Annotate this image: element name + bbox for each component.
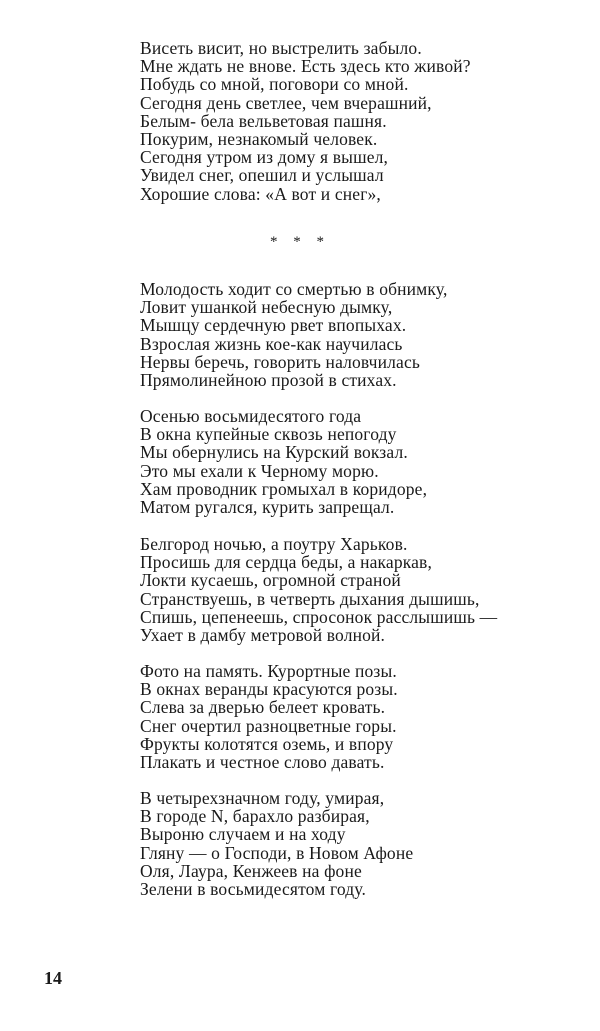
- poem-line: Хам проводник громыхал в коридоре,: [140, 478, 428, 499]
- poem-line: Покурим, незнакомый человек.: [140, 128, 378, 149]
- poem-line: Молодость ходит со смертью в обнимку,: [140, 279, 448, 299]
- poem-line: Прямолинейною прозой в стихах.: [140, 369, 397, 390]
- poem-line: Плакать и честное слово давать.: [140, 751, 385, 772]
- poem-stanza-2: [140, 407, 570, 516]
- poem-line: В четырехзначном году, умирая,: [140, 788, 385, 808]
- poem-stanza-4: [140, 662, 570, 771]
- poem-line: Ухает в дамбу метровой волной.: [140, 624, 386, 645]
- poem-line: Сегодня утром из дому я вышел,: [140, 147, 389, 168]
- poem-line: Спишь, цепенеешь, спросонок расслышишь —: [140, 606, 498, 627]
- poem-line: Ловит ушанкой небесную дымку,: [140, 297, 393, 318]
- poem-line: Побудь со мной, поговори со мной.: [140, 74, 409, 95]
- poem-line: Взрослая жизнь кое-как научилась: [140, 333, 403, 354]
- poem-line: Матом ругался, курить запрещал.: [140, 496, 395, 517]
- poem-line: Висеть висит, но выстрелить забыло.: [140, 38, 422, 58]
- poem-line: Хорошие слова: «А вот и снег»,: [140, 183, 381, 204]
- page-number: 14: [44, 968, 62, 988]
- poem-line: Гляну — о Господи, в Новом Афоне: [140, 842, 414, 863]
- section-divider: * * *: [270, 234, 330, 250]
- poem-line: В окна купейные сквозь непогоду: [140, 424, 397, 445]
- poem-line: Это мы ехали к Черному морю.: [140, 460, 379, 481]
- poem-stanza-5: [140, 789, 570, 898]
- poem-line: Оля, Лаура, Кенжеев на фоне: [140, 860, 362, 881]
- poem-line: В окнах веранды красуются розы.: [140, 679, 398, 700]
- poem-line: В городе N, барахло разбирая,: [140, 806, 370, 827]
- poem-line: Увидел снег, опешил и услышал: [140, 165, 384, 186]
- poem-line: Просишь для сердца беды, а накаркав,: [140, 552, 432, 573]
- poem-line: Белгород ночью, а поутру Харьков.: [140, 534, 408, 554]
- poem-line: Сегодня день светлее, чем вчерашний,: [140, 92, 432, 113]
- poem-line: Фото на память. Курортные позы.: [140, 661, 397, 681]
- poem-line: Снег очертил разноцветные горы.: [140, 715, 397, 736]
- poem-line: Локти кусаешь, огромной страной: [140, 570, 401, 591]
- poem-line: Мышцу сердечную рвет впопыхах.: [140, 315, 407, 336]
- poem-line: Странствуешь, в четверть дыхания дышишь,: [140, 588, 480, 609]
- poem-line: Зелени в восьмидесятом году.: [140, 878, 366, 899]
- poem-stanza-3: [140, 535, 570, 644]
- poem-stanza-1: [140, 280, 570, 389]
- poem-line: Нервы беречь, говорить наловчилась: [140, 351, 420, 372]
- poem-line: Слева за дверью белеет кровать.: [140, 697, 386, 718]
- poem-top-stanza: [140, 39, 570, 203]
- poem-line: Осенью восьмидесятого года: [140, 406, 362, 426]
- poem-line: Белым- бела вельветовая пашня.: [140, 110, 387, 131]
- poem-line: Фрукты колотятся оземь, и впору: [140, 733, 394, 754]
- poem-line: Мне ждать не внове. Есть здесь кто живой?: [140, 56, 471, 77]
- poem-line: Выроню случаем и на ходу: [140, 824, 346, 845]
- poem-line: Мы обернулись на Курский вокзал.: [140, 442, 408, 463]
